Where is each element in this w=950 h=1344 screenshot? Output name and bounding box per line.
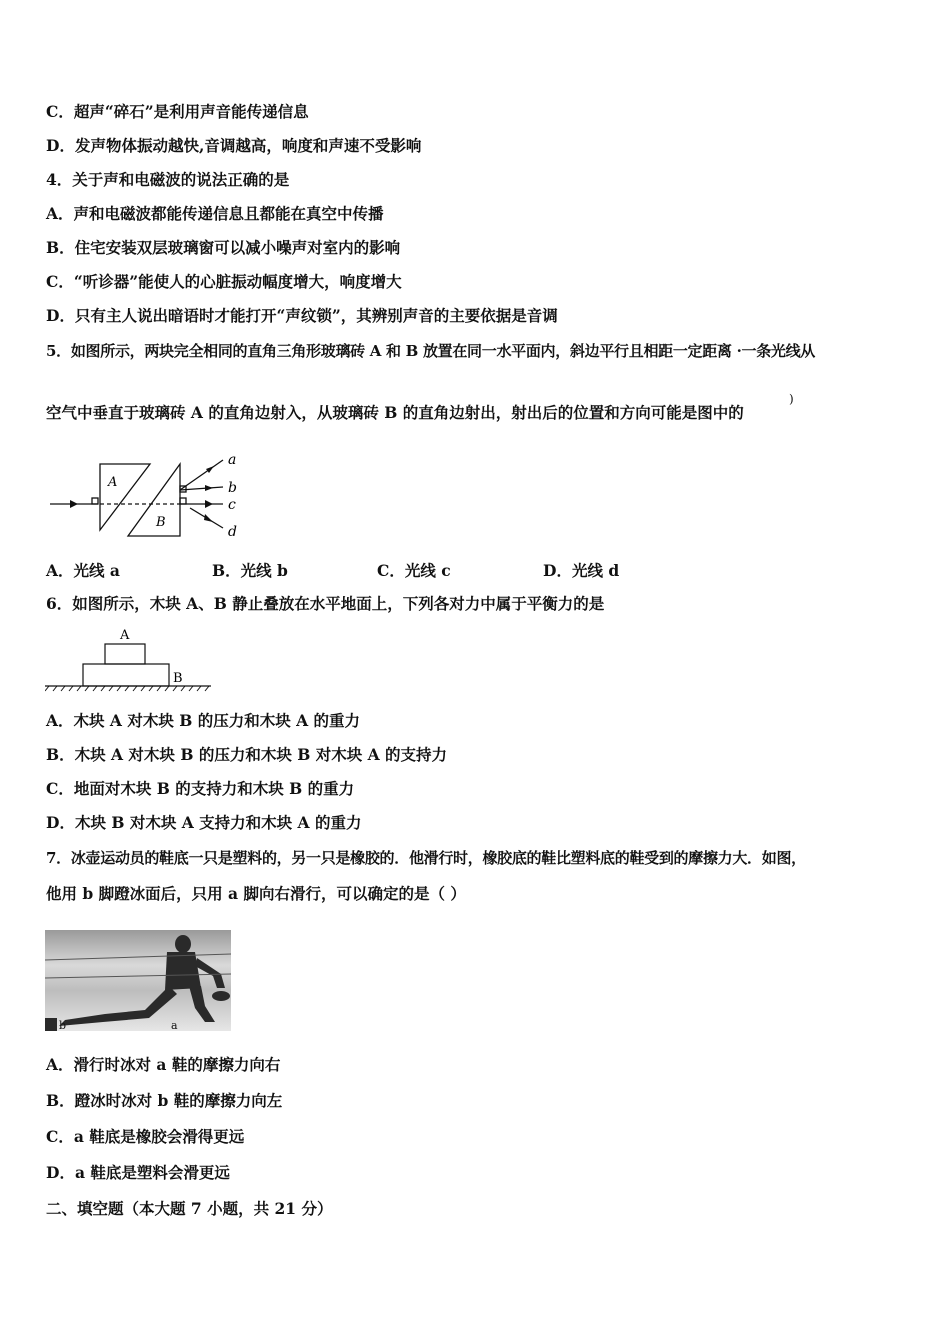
curler-head — [175, 935, 191, 953]
q6-stem: 6．如图所示，木块 A、B 静止叠放在水平地面上，下列各对力中属于平衡力的是 — [46, 594, 605, 613]
q7-option-c: C．a 鞋底是橡胶会滑得更远 — [46, 1127, 245, 1146]
q5-option-c: C．光线 c — [377, 561, 451, 580]
q7-stem-line2: 他用 b 脚蹬冰面后，只用 a 脚向右滑行，可以确定的是（ ） — [46, 884, 466, 903]
glass-b-label: B — [156, 515, 166, 530]
q5-bracket-mark: ) — [789, 392, 794, 406]
ray-b-label: b — [228, 480, 237, 496]
ray-a-arrow-icon — [206, 466, 214, 473]
block-a-shape — [105, 644, 145, 664]
q5-option-a: A．光线 a — [46, 561, 120, 580]
glass-b-shape — [128, 464, 180, 536]
foot-a-label: a — [171, 1019, 178, 1031]
right-angle-mark-a — [92, 498, 98, 504]
left-shoe-b — [45, 1018, 57, 1031]
q4-option-a: A．声和电磁波都能传递信息且都能在真空中传播 — [46, 204, 384, 223]
curler-bent-leg — [189, 986, 215, 1022]
glass-a-label: A — [108, 475, 118, 490]
curler-torso — [165, 952, 201, 990]
q7-curling-photo — [45, 930, 231, 1031]
ray-c-arrow-icon — [205, 500, 213, 508]
right-angle-mark-b2 — [180, 498, 186, 504]
q5-option-b: B．光线 b — [212, 561, 288, 580]
block-b-shape — [83, 664, 169, 686]
q4-option-b: B．住宅安装双层玻璃窗可以减小噪声对室内的影响 — [46, 238, 401, 257]
q7-option-a: A．滑行时冰对 a 鞋的摩擦力向右 — [46, 1055, 281, 1074]
ray-d-arrow-icon — [204, 514, 213, 522]
q5-stem-line2: 空气中垂直于玻璃砖 A 的直角边射入，从玻璃砖 B 的直角边射出，射出后的位置和方向可能是图中的 — [46, 403, 744, 422]
q4-option-d: D．只有主人说出暗语时才能打开“声纹锁”，其辨别声音的主要依据是音调 — [46, 306, 558, 325]
q5-stem-line1: 5．如图所示，两块完全相同的直角三角形玻璃砖 A 和 B 放置在同一水平面内，斜边平行且相距一定距离 ·一条光线从 — [46, 342, 815, 360]
q6-option-b: B．木块 A 对木块 B 的压力和木块 B 对木块 A 的支持力 — [46, 745, 448, 764]
curling-stone — [212, 991, 230, 1001]
block-b-label: B — [173, 671, 183, 686]
q6-option-c: C．地面对木块 B 的支持力和木块 B 的重力 — [46, 779, 355, 798]
curler-extended-leg — [59, 986, 177, 1026]
ray-a-label: a — [228, 452, 237, 468]
ground-hatching — [45, 686, 209, 691]
curler-silhouette — [45, 930, 231, 1031]
q5-option-d: D．光线 d — [543, 561, 620, 580]
incident-arrow-icon — [70, 500, 78, 508]
q3-option-c: C．超声“碎石”是利用声音能传递信息 — [46, 102, 309, 121]
ray-c-label: c — [228, 497, 236, 513]
q7-option-d: D．a 鞋底是塑料会滑更远 — [46, 1163, 230, 1182]
q6-blocks-figure — [45, 626, 215, 694]
q7-stem-line1: 7．冰壶运动员的鞋底一只是塑料的，另一只是橡胶的．他滑行时，橡胶底的鞋比塑料底的鞋受到的摩擦力大．如图， — [46, 849, 806, 867]
q7-option-b: B．蹬冰时冰对 b 鞋的摩擦力向左 — [46, 1091, 283, 1110]
q5-prism-figure — [48, 450, 258, 545]
q6-option-d: D．木块 B 对木块 A 支持力和木块 A 的重力 — [46, 813, 362, 832]
block-a-label: A — [120, 628, 130, 643]
q4-stem: 4．关于声和电磁波的说法正确的是 — [46, 170, 290, 189]
glass-a-shape — [100, 464, 150, 530]
q6-option-a: A．木块 A 对木块 B 的压力和木块 A 的重力 — [46, 711, 361, 730]
q4-option-c: C．“听诊器”能使人的心脏振动幅度增大，响度增大 — [46, 272, 402, 291]
foot-b-label: b — [59, 1019, 67, 1031]
ray-b-arrow-icon — [205, 485, 213, 491]
section-2-heading: 二、填空题（本大题 7 小题，共 21 分） — [46, 1199, 333, 1218]
ray-d-label: d — [228, 524, 237, 540]
q3-option-d: D．发声物体振动越快,音调越高，响度和声速不受影响 — [46, 136, 422, 155]
